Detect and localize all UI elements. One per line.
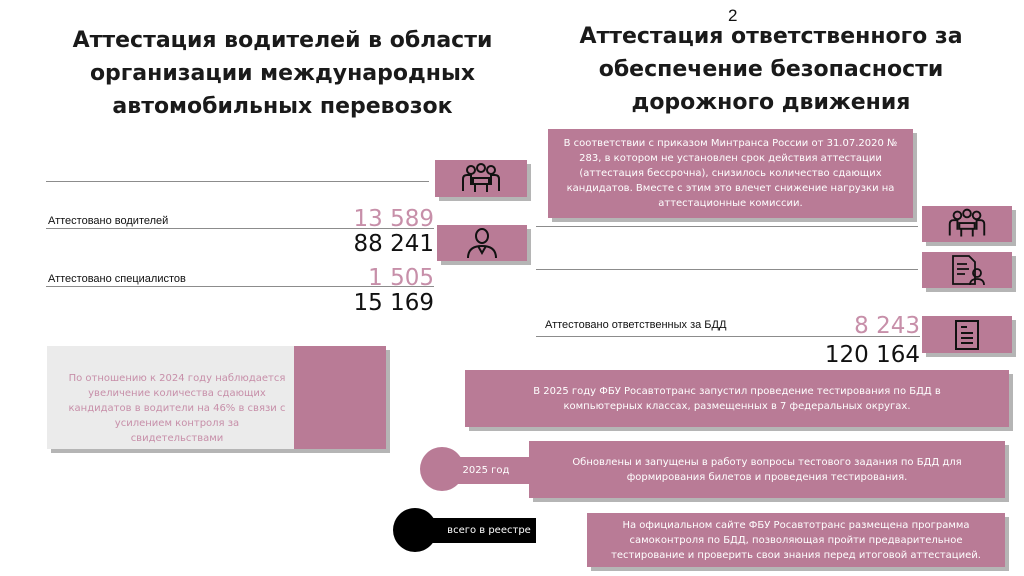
testing-note-box: [465, 370, 1009, 427]
page-number: 2: [728, 6, 738, 25]
divider: [46, 228, 434, 229]
year-label: 2025 год: [462, 465, 510, 476]
specialists-total: 15 169: [353, 290, 434, 316]
bdd-total: 120 164: [824, 342, 920, 368]
meeting-icon-box: [922, 206, 1012, 242]
specialists-value: 1 505: [368, 265, 434, 291]
note-accent: [294, 346, 386, 449]
website-note-box: [587, 513, 1005, 567]
testing-note-text: В 2025 году ФБУ Росавтотранс запустил проведение тестирования по БДД в компьютерных классах, размещенных в 7 федеральных округах.: [533, 385, 941, 412]
questions-note-box: [529, 441, 1005, 498]
document-icon-box: [922, 316, 1012, 353]
year-badge: [440, 457, 532, 484]
person-icon: [465, 227, 499, 259]
divider: [46, 286, 434, 287]
bdd-value: 8 243: [854, 313, 920, 339]
left-title: Аттестация водителей в области организации международных автомобильных перевозок: [72, 28, 493, 119]
website-note-text: На официальном сайте ФБУ Росавтотранс размещена программа самоконтроля по БДД, позволяющая пройти предварительное тестирование и проверить свои знания перед итоговой аттестацией.: [611, 519, 981, 561]
divider: [536, 269, 918, 270]
order-note-text: В соответствии с приказом Минтранса России от 31.07.2020 № 283, в котором не установлен срок действия аттестации (аттестация бессрочна), снизилось количество сдающих кандидатов. Вместе с этим это влечет снижение нагрузки на аттестационные комиссии.: [563, 138, 898, 209]
meeting-icon-box: [435, 160, 527, 197]
drivers-total: 88 241: [353, 231, 434, 257]
divider: [536, 226, 918, 227]
drivers-label: Аттестовано водителей: [48, 215, 169, 227]
divider: [46, 181, 429, 182]
registry-label: всего в реестре: [447, 525, 531, 536]
order-note-box: [548, 129, 913, 218]
divider: [536, 336, 920, 337]
person-icon-box: [437, 225, 527, 261]
right-title: Аттестация ответственного за обеспечение безопасности дорожного движения: [579, 24, 963, 115]
certificate-icon-box: [922, 252, 1012, 288]
note-text: По отношению к 2024 году наблюдается увеличение количества сдающих кандидатов в водители на 46% в связи с усилением контроля за свидетельствами: [68, 373, 286, 444]
bdd-label: Аттестовано ответственных за БДД: [545, 319, 727, 331]
registry-badge: [414, 518, 536, 543]
certificate-icon: [947, 254, 987, 286]
drivers-value: 13 589: [353, 206, 434, 232]
note-box: [47, 346, 386, 449]
meeting-icon: [457, 163, 505, 195]
questions-note-text: Обновлены и запущены в работу вопросы тестового задания по БДД для формирования билетов и проведения тестирования.: [572, 456, 962, 483]
specialists-label: Аттестовано специалистов: [48, 273, 186, 285]
document-icon: [953, 319, 981, 351]
meeting-icon: [944, 208, 990, 240]
